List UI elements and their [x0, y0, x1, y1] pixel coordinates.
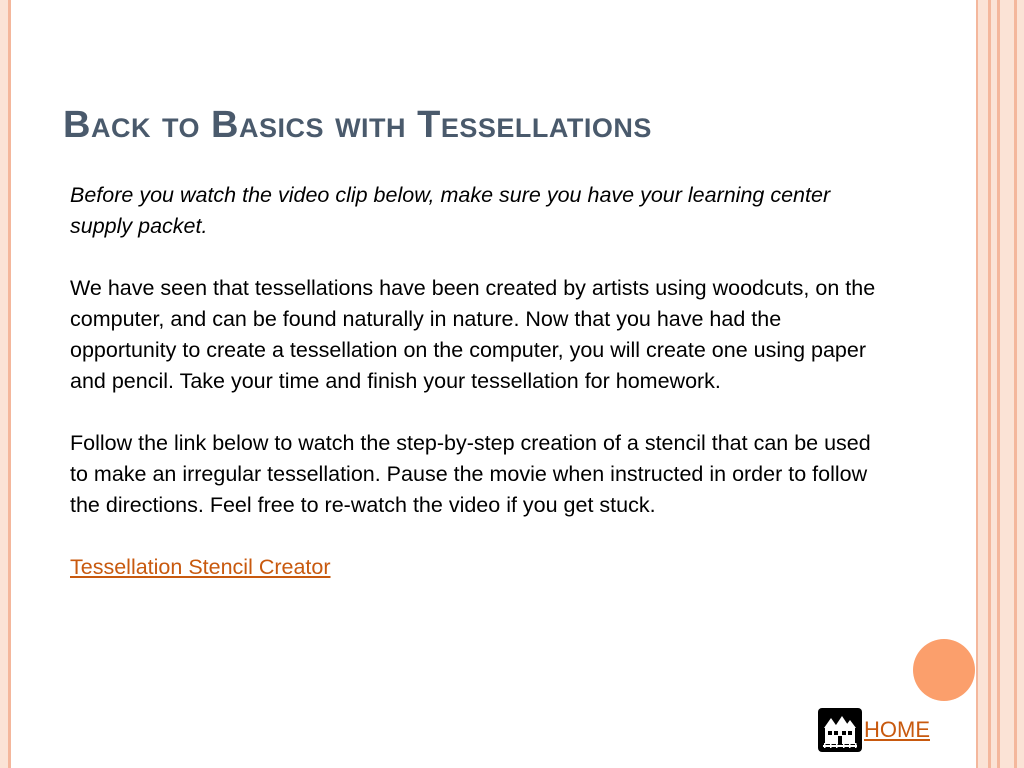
paragraph-spacer	[70, 242, 890, 273]
paragraph-spacer	[70, 521, 890, 552]
slide-body	[70, 180, 890, 583]
home-button[interactable]	[818, 708, 930, 752]
right-border-stripe	[1000, 0, 1014, 768]
home-link-label[interactable]: HOME	[864, 717, 930, 742]
body-paragraph-1: We have seen that tessellations have been created by artists using woodcuts, on the computer, and can be found naturally in nature. Now that you have had the opportunity to create a tessellation on the computer, you will create one using paper and pencil. Take your time and finish your tessellation for homework.	[70, 276, 876, 393]
link-paragraph	[70, 552, 890, 583]
right-border-stripe	[1017, 0, 1024, 768]
body-paragraph-2: Follow the link below to watch the step-by-step creation of a stencil that can be used to make an irregular tessellation. Pause the movie when instructed in order to follow the directions. Feel free to re-watch the video if you get stuck.	[70, 431, 871, 517]
house-icon[interactable]	[818, 708, 862, 752]
slide-title: Back to Basics with Tessellations	[63, 104, 652, 146]
left-border-line	[8, 0, 11, 768]
intro-paragraph: Before you watch the video clip below, make sure you have your learning center supply packet.	[70, 183, 831, 238]
right-border-stripe	[978, 0, 988, 768]
paragraph-spacer	[70, 397, 890, 428]
decorative-circle	[913, 639, 975, 701]
tessellation-stencil-creator-link[interactable]: Tessellation Stencil Creator	[70, 555, 331, 579]
